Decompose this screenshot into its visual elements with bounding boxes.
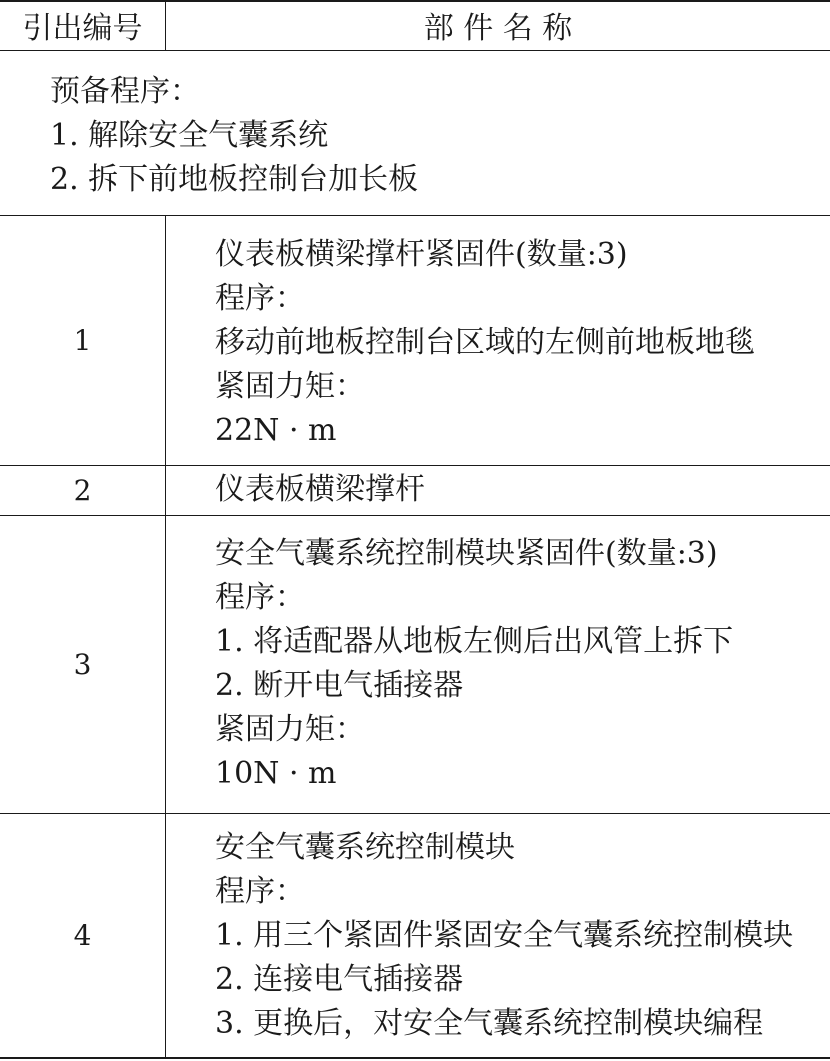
row-line: 3. 更换后，对安全气囊系统控制模块编程: [215, 1006, 764, 1041]
header-bottom-rule: [0, 50, 830, 51]
row-line: 22N · m: [215, 413, 337, 448]
row-line: 1. 用三个紧固件紧固安全气囊系统控制模块: [215, 918, 794, 953]
row-number: 1: [73, 324, 92, 357]
header-number: 引出编号: [22, 11, 143, 46]
preparation-title: 预备程序：: [50, 74, 200, 109]
body-divider: [165, 215, 166, 1059]
header-part-name: 部 件 名 称: [423, 11, 573, 46]
preparation-step: 1. 解除安全气囊系统: [50, 118, 329, 153]
row-line: 程序：: [215, 580, 305, 615]
row-number: 3: [73, 648, 92, 681]
table-bottom-rule: [0, 1057, 830, 1059]
row-line: 1. 将适配器从地板左侧后出风管上拆下: [215, 624, 734, 659]
row-part-name: [215, 532, 830, 796]
row-number: 4: [73, 919, 92, 952]
row-line: 移动前地板控制台区域的左侧前地板地毯: [215, 325, 755, 360]
row-line: 紧固力矩：: [215, 369, 365, 404]
row-line: 仪表板横梁撑杆紧固件(数量:3): [215, 237, 628, 272]
row-number: 2: [73, 474, 92, 507]
row-line: 10N · m: [215, 756, 337, 791]
row-part-name: [215, 468, 830, 512]
row-line: 2. 连接电气插接器: [215, 962, 464, 997]
row-line: 紧固力矩：: [215, 712, 365, 747]
row-line: 仪表板横梁撑杆: [215, 472, 425, 507]
row-line: 2. 断开电气插接器: [215, 668, 464, 703]
row-line: 程序：: [215, 281, 305, 316]
row-line: 安全气囊系统控制模块: [215, 830, 515, 865]
row-part-name: [215, 233, 830, 453]
row-part-name: [215, 826, 830, 1046]
row-line: 程序：: [215, 874, 305, 909]
preparation-step: 2. 拆下前地板控制台加长板: [50, 162, 419, 197]
preparation-block: [50, 70, 418, 202]
row-line: 安全气囊系统控制模块紧固件(数量:3): [215, 536, 718, 571]
